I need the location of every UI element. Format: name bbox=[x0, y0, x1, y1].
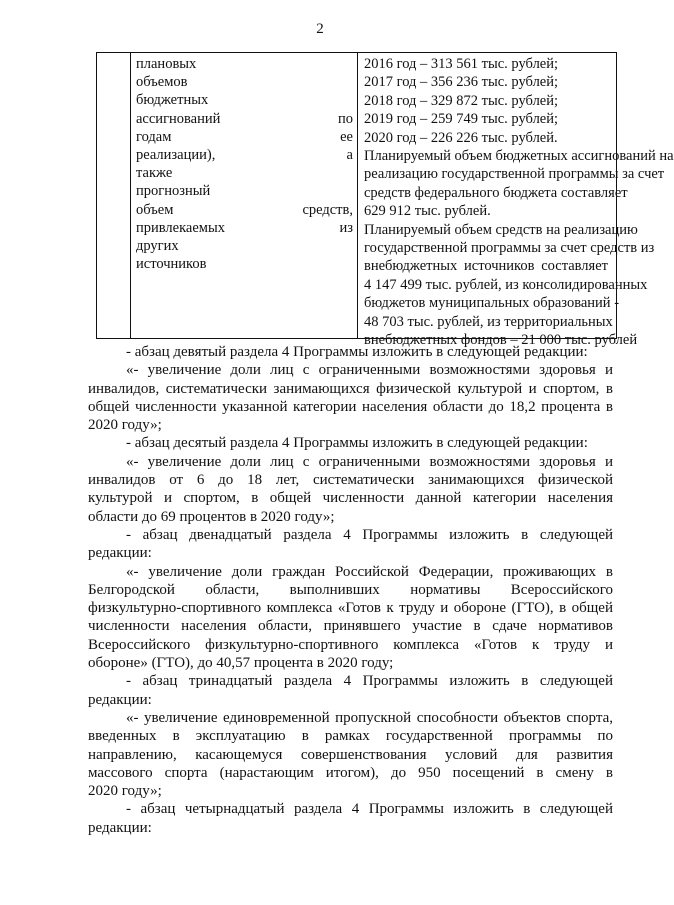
value-line: Планируемый объем средств на реализацию bbox=[364, 221, 638, 238]
label-line: других bbox=[136, 238, 179, 255]
paragraph-line: 2020 году»; bbox=[88, 783, 162, 800]
label-line: ассигнований по bbox=[136, 110, 353, 127]
paragraph-line: редакции: bbox=[88, 545, 152, 562]
label-line: плановых bbox=[136, 56, 197, 72]
paragraph-line: культурой и спортом, в общей численности данной категории населения bbox=[88, 490, 613, 507]
paragraph-line: численности населения области, принявшего участие в сдаче нормативов bbox=[88, 618, 613, 635]
table-value-cell bbox=[358, 53, 674, 349]
label-line: прогнозный bbox=[136, 183, 211, 200]
paragraph-line: массового спорта (нарастающим итогом), до 950 посещений в смену в bbox=[88, 764, 613, 781]
value-line: внебюджетных источников составляет bbox=[364, 258, 608, 275]
paragraph-line: - абзац двенадцатый раздела 4 Программы изложить в следующей bbox=[126, 526, 613, 543]
paragraph-line: инвалидов от 6 до 18 лет, систематически занимающихся физической bbox=[88, 472, 613, 489]
value-line: 2019 год – 259 749 тыс. рублей; bbox=[364, 111, 559, 128]
label-line: бюджетных bbox=[136, 92, 209, 109]
paragraph-line: Белгородской области, выполнивших нормативы Всероссийского bbox=[88, 581, 613, 598]
paragraph-line: введенных в эксплуатацию в рамках государственной программы по bbox=[88, 728, 613, 745]
label-line: реализации), а bbox=[136, 147, 353, 164]
paragraph-line: Всероссийского физкультурно-спортивного комплекса «Готов к труду и bbox=[88, 636, 613, 653]
paragraph-line: - абзац девятый раздела 4 Программы изложить в следующей редакции: bbox=[126, 344, 588, 360]
paragraph-line: «- увеличение единовременной пропускной способности объектов спорта, bbox=[126, 709, 613, 726]
label-line: годам ее bbox=[136, 128, 353, 145]
value-line: 2020 год – 226 226 тыс. рублей. bbox=[364, 129, 558, 146]
paragraph-line: области до 69 процентов в 2020 году»; bbox=[88, 508, 335, 525]
paragraph-line: «- увеличение доли граждан Российской Федерации, проживающих в bbox=[126, 563, 613, 580]
value-line: бюджетов муниципальных образований - bbox=[364, 295, 620, 312]
value-line: 2018 год – 329 872 тыс. рублей; bbox=[364, 92, 559, 109]
paragraph-line: обороне» (ГТО), до 40,57 процента в 2020 году; bbox=[88, 655, 394, 672]
value-line: государственной программы за счет средств из bbox=[364, 240, 655, 257]
paragraph-line: «- увеличение доли лиц с ограниченными возможностями здоровья и bbox=[126, 453, 613, 470]
label-line: объем средств, bbox=[136, 201, 353, 218]
label-line: также bbox=[136, 165, 173, 182]
paragraph-line: инвалидов, систематически занимающихся физической культурой и спортом, в bbox=[88, 380, 613, 397]
value-line: внебюджетных фондов – 21 000 тыс. рублей bbox=[364, 332, 638, 349]
paragraph-line: редакции: bbox=[88, 819, 152, 836]
paragraph-line: физкультурно-спортивного комплекса «Готов к труду и обороне (ГТО), в общей bbox=[88, 600, 613, 617]
table-label-cell bbox=[131, 53, 358, 338]
paragraph-line: - абзац тринадцатый раздела 4 Программы изложить в следующей bbox=[126, 673, 613, 690]
document-body bbox=[88, 343, 613, 837]
value-line: 4 147 499 тыс. рублей, из консолидированных bbox=[364, 276, 648, 293]
page-number: 2 bbox=[316, 21, 324, 37]
value-line: Планируемый объем бюджетных ассигнований на bbox=[364, 148, 674, 165]
value-line: 48 703 тыс. рублей, из территориальных bbox=[364, 313, 613, 330]
value-line: 2016 год – 313 561 тыс. рублей; bbox=[364, 56, 559, 72]
value-line: 629 912 тыс. рублей. bbox=[364, 203, 491, 220]
table-number-column bbox=[97, 53, 131, 338]
value-line: 2017 год – 356 236 тыс. рублей; bbox=[364, 74, 559, 91]
label-line: привлекаемых из bbox=[136, 219, 353, 236]
paragraph-line: общей численности указанной категории населения области до 18,2 процента в bbox=[88, 398, 613, 415]
paragraph-line: «- увеличение доли лиц с ограниченными возможностями здоровья и bbox=[126, 362, 613, 379]
label-line: объемов bbox=[136, 74, 188, 91]
paragraph-line: направлению, касающемуся совершенствования условий для развития bbox=[88, 746, 613, 763]
value-line: реализацию государственной программы за счет bbox=[364, 166, 665, 183]
value-line: средств федерального бюджета составляет bbox=[364, 184, 628, 201]
label-line: источников bbox=[136, 256, 207, 273]
paragraph-line: - абзац четырнадцатый раздела 4 Программы изложить в следующей bbox=[126, 801, 613, 818]
paragraph-line: редакции: bbox=[88, 691, 152, 708]
paragraph-line: - абзац десятый раздела 4 Программы изложить в следующей редакции: bbox=[126, 435, 588, 452]
paragraph-line: 2020 году»; bbox=[88, 417, 162, 434]
program-passport-table bbox=[96, 52, 674, 349]
